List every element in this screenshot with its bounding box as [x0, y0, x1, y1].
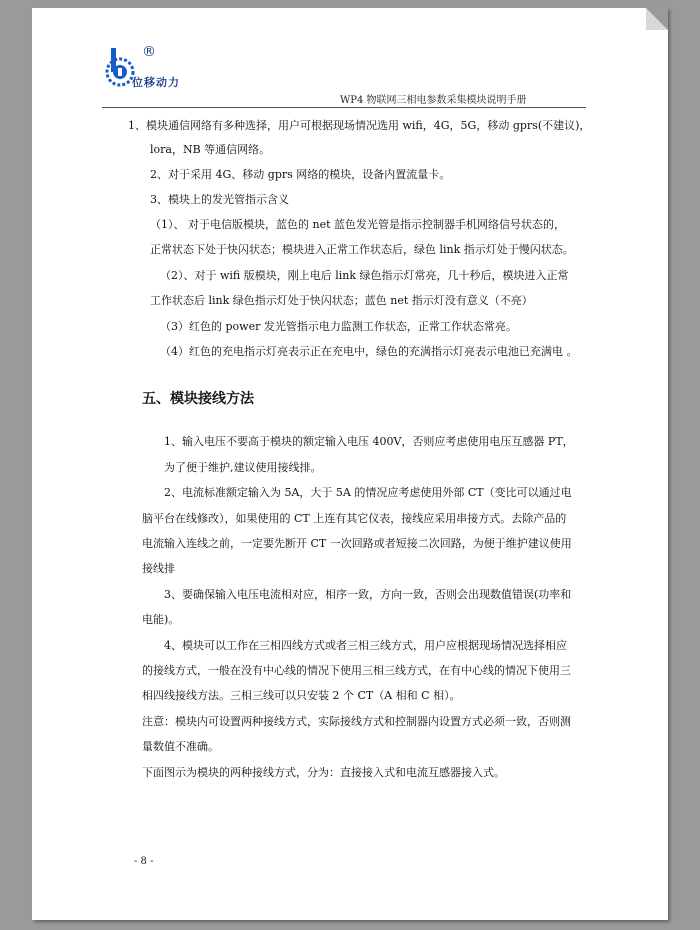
section-heading: 五、模块接线方法 — [142, 391, 254, 407]
company-logo — [102, 44, 222, 100]
body-line: （4）红色的充电指示灯亮表示正在充电中，绿色的充满指示灯亮表示电池已充满电 。 — [160, 345, 578, 358]
body-line: 电流输入连线之前，一定要先断开 CT 一次回路或者短接二次回路，为便于维护建议使用 — [142, 537, 572, 550]
note-line: 注意：模块内可设置两种接线方式，实际接线方式和控制器内设置方式必须一致，否则测 — [142, 715, 571, 728]
body-line: 相四线接线方法。三相三线可以只安装 2 个 CT（A 相和 C 相）。 — [142, 689, 461, 702]
page-corner-fold — [646, 8, 668, 30]
body-line: （3）红色的 power 发光管指示电力监测工作状态，正常工作状态常亮。 — [160, 320, 517, 333]
body-line: 2、对于采用 4G、移动 gprs 网络的模块，设备内置流量卡。 — [150, 168, 451, 181]
body-line: 2、电流标准额定输入为 5A，大于 5A 的情况应考虑使用外部 CT（变比可以通过电 — [164, 486, 572, 499]
body-line: 脑平台在线修改），如果使用的 CT 上连有其它仪表，接线应采用串接方式。去除产品的 — [142, 512, 567, 525]
registered-mark: ® — [142, 44, 156, 60]
body-line: （1）、 对于电信版模块，蓝色的 net 蓝色发光管是指示控制器手机网络信号状态的， — [150, 218, 566, 231]
body-line: 1、输入电压不要高于模块的额定输入电压 400V，否则应考虑使用电压互感器 PT， — [164, 435, 574, 448]
note-line: 量数值不准确。 — [142, 740, 219, 753]
body-line: 接线排 — [142, 562, 175, 575]
body-line: 电能)。 — [142, 613, 180, 626]
body-line: 下面图示为模块的两种接线方式，分为：直接接入式和电流互感器接入式。 — [142, 766, 505, 779]
document-title: WP4 物联网三相电参数采集模块说明手册 — [340, 95, 527, 106]
body-line: 4、模块可以工作在三相四线方式或者三相三线方式，用户应根据现场情况选择相应 — [164, 639, 567, 652]
document-page — [32, 8, 668, 920]
body-line: 为了便于维护,建议使用接线排。 — [164, 461, 322, 474]
body-line: lora，NB 等通信网络。 — [150, 143, 271, 156]
body-line: 3、模块上的发光管指示含义 — [150, 193, 289, 206]
body-line: （2）、对于 wifi 版模块，刚上电后 link 绿色指示灯常亮，几十秒后，模块进入正常 — [160, 269, 569, 282]
brand-name: 位移动力 — [132, 76, 180, 89]
body-line: 3、要确保输入电压电流相对应，相序一致，方向一致，否则会出现数值错误(功率和 — [164, 588, 572, 601]
header-rule — [102, 107, 586, 108]
body-line: 的接线方式，一般在没有中心线的情况下使用三相三线方式，在有中心线的情况下使用三 — [142, 664, 571, 677]
page-number: - 8 - — [134, 856, 154, 867]
body-line: 正常状态下处于快闪状态；模块进入正常工作状态后，绿色 link 指示灯处于慢闪状态。 — [150, 243, 574, 256]
body-line: 工作状态后 link 绿色指示灯处于快闪状态；蓝色 net 指示灯没有意义（不亮） — [150, 294, 533, 307]
body-line: 1、模块通信网络有多种选择，用户可根据现场情况选用 wifi，4G，5G，移动 gprs(不建议)， — [128, 119, 591, 132]
